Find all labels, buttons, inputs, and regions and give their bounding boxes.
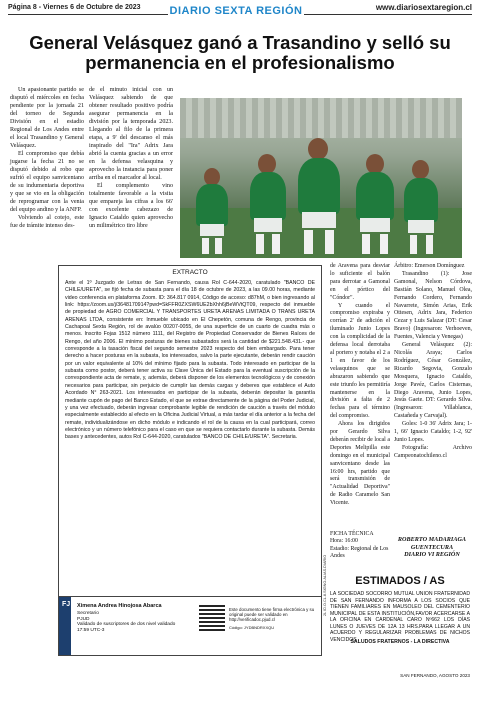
article-column-1 — [10, 86, 84, 230]
electronic-signature-box — [58, 596, 322, 656]
brand-title: DIARIO SEXTA REGIÓN — [168, 5, 304, 21]
technical-sheet — [330, 531, 390, 561]
legal-notice-body — [65, 280, 315, 442]
photo-credit: Fotografía: Archivo Campeonatochileno.cl — [394, 444, 472, 459]
referee: Árbitro: Emerson Domínguez — [394, 263, 465, 269]
notice-closing: SALUDOS FRATERNOS - LA DIRECTIVA — [350, 639, 450, 645]
legal-notice-text: Ante el 1º Juzgado de Letras de San Fernando, causa Rol C-644-2020, caratulado "BANCO DE CHILE/URETA", se fijó fecha de subasta para el día 18 de octubre de 2023, a las 09.00 horas, mediante video conferencia en plataforma Zoom. ID: 364.817 0914, Código de acceso: d87hM, o bien ingresando al link: https://zoom.us/j/3648170914?pwd=SkFFR0ZXSW6UE2bXhh6jBeWVtQT09, respecto del inmueble de propiedad de AGRO COMERCIAL Y TRANSPORTES URETA ARENAS LIMITADA O TRANS URETA ARENAS LTDA, consistente en: Inmueble ubicado en El Chepetón, comuna de Rengo, provincia de Cachapoal Sexta Región, rol de avalúo 00207-0055, de una superficie de un cuarto de cuadra más o menos. Inscrito Fojas 1512 número 1111, del Registro de Propiedad Conservador de Bienes Raíces de Rengo, del año 2006. El mínimo posturas de bienes subastados será la cantidad de $221.548.431.- que corresponde a la tasación fiscal del segundo semestre 2023 respecto del bien embargado. Para tener derecho a hacer posturas en la subasta, los interesados, salvo la parte ejecutante, deberán rendir caución por un valor equivalente al 10% del mínimo fijado para la subasta. Todo interesado en participar de la subasta como postor, deberá tener activa su Clave Única del Estado para la eventual suscripción de la correspondiente acta de remate, y, además, deberá disponer de los elementos tecnológicos y de conexión necesarios para participar, sin perjuicio de cumplir las demás cargas y deberes que establece el Auto Acordado N° 263-2021. Los interesados en participar de la subasta, deberán depositar la garantía mediante cupón de pago del Banco Estado, el que se extrae directamente de la página del Poder Judicial, y una vez efectuado, deberán ingresar comprobante legible de rendición de caución a través del módulo especialmente establecido al efecto en la Oficina Judicial Virtual, a más tardar el día anterior a la fecha del remate, individualizándose en dicho módulo e indicando el rol de la causa en la cual participará, correo electrónico y un número telefónico para el caso en que se requiera contactarlo durante la subasta. Demás bases y antecedentes, autos Rol C-644-2020, caratulados "BANCO DE CHILE/URETA". Secretaria. — [65, 280, 315, 441]
paragraph: Ahora los dirigidos por Gerardo Silva deberán recibir de local a Deportes Melipilla este domingo en el municipal sanvicentano desde las 16:00 hrs, partido que será transmisión de "Actualidad Deportiva" de Radio Caramelo San Vicente. — [330, 421, 390, 507]
lineup-trasandino: Trasandino (1): Jose Gamonal, Nelson Córdova, Bastián Solano, Manuel Olea, Fernando Cordero, Fernando Navarrete, Simón Arias, Erik Ottesen, Adrix Jara, Federico Cezar y Luis Salazar (DT: Cesar Bravo) (Ingresaron: Verhoeven, Fuentes, Valencia y Venegas) — [394, 270, 472, 341]
headline: General Velásquez ganó a Trasandino y selló su permanencia en el profesionalismo — [29, 32, 451, 73]
signature-band: FJ — [59, 597, 71, 655]
article-column-4 — [394, 263, 472, 461]
technical-sheet-stadium: Estadio: Regional de Los Andes — [330, 545, 389, 560]
lineup-velasquez: General Velásquez (2): Nicolás Araya; Carlos Rodríguez, César González, Ricardo Segovia, Gonzalo Mosquera, Ignacio Cataldo, Jorge Pavéz, Carlos Cisternas, Diego Aravena, Junio Lopes, Jesús Gaete. DT: Gerardo Silva. (Ingresaron: Villablanca, Castañeda y Carvajal). — [394, 342, 472, 420]
legal-notice-box — [58, 265, 322, 597]
technical-sheet-time: Hora: 16:00 — [330, 538, 358, 545]
paragraph: Volviendo al cotejo, este fue de trámite intenso des- — [10, 215, 84, 229]
article-column-3 — [330, 263, 390, 508]
article-column-2 — [89, 86, 173, 230]
technical-sheet-title: FICHA TÉCNICA — [330, 531, 374, 537]
match-photo — [180, 98, 462, 258]
signer-role: Secretario PJUD Validado de suscriptores de dos nivel validado 17:59 UTC-3 — [77, 611, 176, 633]
goals: Goles: 1-0 36' Adrix Jara; 1-1, 66' Ignacio Cataldo; 1-2, 92' Junio Lopes. — [394, 421, 472, 443]
site-url[interactable]: www.diariosextaregion.cl — [375, 3, 472, 12]
paragraph: El complemento vino totalmente favorable a la visita que empareja las cifras a los 66' con excelente cabezazo de Ignacio Cataldo quien aprovecho un milimétrico tiro libre — [89, 183, 173, 229]
paragraph: Un apasionante partido se disputó el miércoles en fecha pendiente por la jornada 21 del torneo de Segunda División en el estadio Regional de Los Andes entre el local Trasandino y General Velásquez. — [10, 87, 84, 149]
page-date: Página 8 - Viernes 6 de Octubre de 2023 — [8, 4, 141, 11]
author-credit: ROBERTO MADARIAGA GUENTECURA DIARIO VI REGIÓN — [397, 536, 467, 558]
notice-title: ESTIMADOS / AS — [328, 574, 472, 588]
paragraph: de el minuto inicial con un Velásquez sabiendo de que obtener resultado positivo podría asegurar permanencia en la división por la temporada 2023. Llegando al filo de la primera etapa, a 9' del descanso el más inspirado del "Ira" Adrix Jara abrió la cuenta gracias a un error en la defensa velasquina y aprovecho la instancia para poner arriba en el marcador al local. — [89, 87, 173, 181]
qr-code-icon[interactable] — [199, 605, 225, 631]
notice-estimados — [328, 574, 472, 709]
notice-date: SAN FERNANDO, AGOSTO 2023 — [400, 673, 470, 678]
validation-code: Código: JYDBNDRXXQU — [229, 625, 275, 630]
paragraph: Y cuando el compromiso expiraba y corrían 2' de adición el iluminado Junio Lopes con la complicidad de la defensa local derrotaba al portero y notaba el 2 a 1 en favor de los velasquinos que se abrazaron sabiendo que este triunfo les permitiría mantenerse en la división a falta de 2 fechas para el término del compromiso. — [330, 302, 390, 420]
signer-name: Ximena Andrea Hinojosa Abarca — [77, 603, 162, 609]
notice-body: LA SOCIEDAD SOCORRO MUTUAL UNION FRATERNIDAD DE SAN FERNANDO INFORMA A LOS SOCIOS QUE TIENEN FAMILIARES EN MAUSOLEO DEL CEMENTERIO MUNICIPAL DE ESTA INSTITUCIÓN,FAVOR ACERCARSE A LA OFICINA EN CARDENAL CARO Nº662 LOS DÍAS LUNES O JUEVES DE 12A 13 HRS.PARA LLEGAR A UN ACUERDO Y REGULARIZAR PROBLEMAS DE NICHOS VENCIDOS . — [330, 591, 470, 643]
vertical-code: 2L ID.O.CL.8.SIGNO.ALIAS.DIARIO — [323, 554, 327, 616]
qr-validation-note: Este documento tiene firma electrónica y su original puede ser validado en http://verificadoc.pjud.cl — [229, 607, 315, 622]
paragraph: El compromiso que debía jugarse la fecha 21 no se disputó debido al robo que sufrió el equipo sanvicentano de su indumentaria deportiva y que se vio en la obligación de reprogramar con la venia del equipo andino y la ANFP. — [10, 151, 84, 213]
legal-notice-title: EXTRACTO — [172, 269, 208, 276]
paragraph: de Aravena para desviar lo suficiente el balón para derrotar a Gamonal en el pórtico del "Cóndor". — [330, 263, 390, 301]
